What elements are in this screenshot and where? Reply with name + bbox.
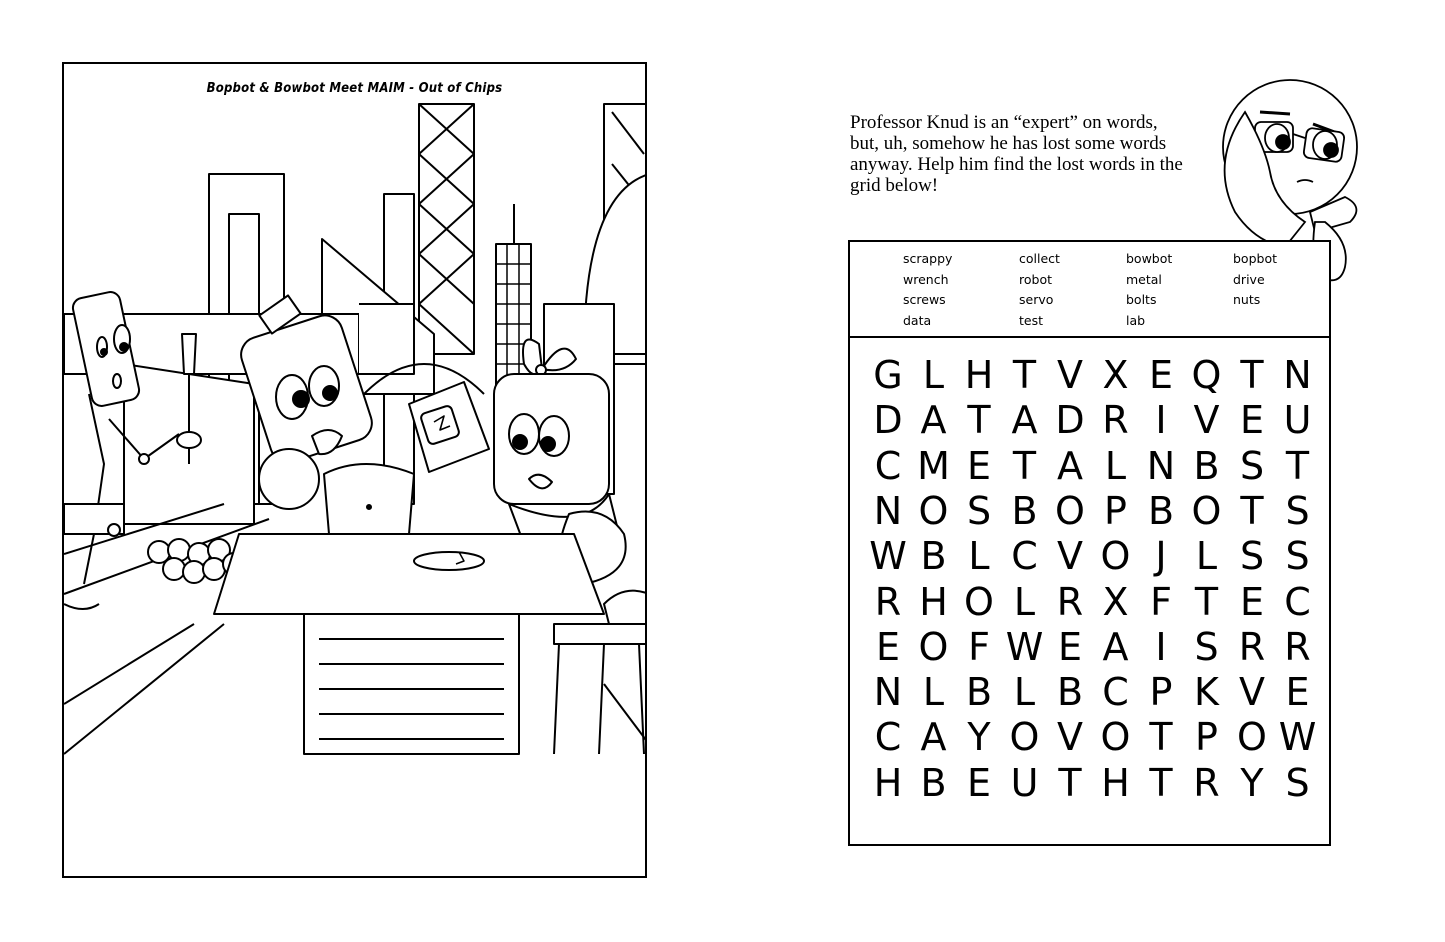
grid-letter[interactable]: Y — [1240, 760, 1264, 805]
word-search-puzzle — [848, 240, 1331, 846]
grid-letter[interactable]: T — [1149, 760, 1173, 805]
grid-letter[interactable]: B — [1056, 670, 1084, 715]
grid-letter[interactable]: C — [1284, 579, 1311, 624]
coloring-page-title: Bopbot & Bowbot Meet MAIM - Out of Chips — [206, 81, 503, 96]
grid-letter[interactable]: H — [919, 579, 948, 624]
word-list — [850, 242, 1329, 338]
grid-letter[interactable]: O — [1100, 534, 1131, 579]
grid-letter[interactable]: N — [873, 488, 903, 533]
grid-letter[interactable]: F — [1150, 579, 1172, 624]
grid-letter[interactable]: A — [920, 398, 947, 443]
grid-letter[interactable]: H — [873, 760, 903, 805]
grid-letter[interactable]: T — [1149, 715, 1173, 760]
grid-letter[interactable]: L — [922, 353, 945, 397]
grid-letter[interactable]: P — [1195, 715, 1218, 760]
grid-letter[interactable]: R — [1102, 398, 1129, 443]
grid-letter[interactable]: U — [1010, 760, 1039, 805]
grid-letter[interactable]: V — [1057, 353, 1083, 397]
grid-letter[interactable]: E — [1285, 670, 1310, 715]
grid-letter[interactable]: T — [1240, 488, 1264, 533]
letter-grid — [850, 340, 1329, 844]
grid-letter[interactable]: D — [1055, 398, 1085, 443]
grid-letter[interactable]: A — [920, 715, 947, 760]
grid-letter[interactable]: C — [1011, 534, 1038, 579]
grid-letter[interactable]: L — [1013, 670, 1036, 715]
grid-letter[interactable]: R — [1238, 624, 1266, 669]
grid-letter[interactable]: S — [1285, 534, 1310, 579]
grid-letter[interactable]: E — [1239, 579, 1264, 624]
grid-letter[interactable]: B — [1147, 488, 1175, 533]
word-list-item: bolts — [1126, 292, 1157, 307]
grid-letter[interactable]: V — [1193, 398, 1220, 443]
grid-letter[interactable]: N — [1283, 353, 1312, 397]
grid-letter[interactable]: A — [1057, 443, 1083, 488]
chair-illustration — [554, 591, 647, 754]
word-list-item: nuts — [1233, 292, 1261, 307]
grid-letter[interactable]: Y — [967, 715, 991, 760]
grid-letter[interactable]: E — [1057, 624, 1082, 669]
coloring-illustration — [64, 64, 647, 878]
table-illustration — [214, 534, 604, 754]
grid-letter[interactable]: V — [1239, 670, 1265, 715]
grid-letter[interactable]: A — [1102, 624, 1129, 669]
grid-letter[interactable]: E — [966, 760, 991, 805]
word-list-item: test — [1019, 313, 1044, 328]
grid-letter[interactable]: H — [1101, 760, 1130, 805]
grid-letter[interactable]: T — [1194, 579, 1219, 624]
grid-letter[interactable]: J — [1155, 534, 1167, 579]
grid-letter[interactable]: S — [966, 488, 992, 533]
grid-letter[interactable]: O — [1055, 488, 1085, 533]
grid-letter[interactable]: T — [1012, 443, 1037, 488]
grid-letter[interactable]: C — [1102, 670, 1129, 715]
grid-letter[interactable]: R — [874, 579, 902, 624]
grid-letter[interactable]: O — [1191, 488, 1222, 533]
grid-letter[interactable]: D — [873, 398, 903, 443]
grid-letter[interactable]: V — [1057, 534, 1083, 579]
grid-letter[interactable]: E — [1148, 353, 1173, 397]
grid-letter[interactable]: N — [1146, 443, 1176, 488]
word-list-item: wrench — [903, 272, 949, 287]
grid-letter[interactable]: M — [917, 443, 950, 488]
grid-letter[interactable]: F — [968, 624, 990, 669]
grid-letter[interactable]: O — [1100, 715, 1131, 760]
word-list-item: robot — [1019, 272, 1052, 287]
grid-letter[interactable]: T — [1058, 760, 1082, 805]
grid-letter[interactable]: K — [1194, 670, 1219, 715]
word-list-item: bopbot — [1233, 251, 1278, 266]
grid-letter[interactable]: P — [1104, 488, 1127, 533]
grid-letter[interactable]: T — [967, 398, 991, 443]
grid-letter[interactable]: R — [1056, 579, 1084, 624]
grid-letter[interactable]: S — [1285, 760, 1310, 805]
grid-letter[interactable]: S — [1239, 534, 1265, 579]
grid-letter[interactable]: B — [965, 670, 993, 715]
word-list-item: servo — [1019, 292, 1054, 307]
grid-letter[interactable]: L — [922, 670, 945, 715]
grid-letter[interactable]: O — [918, 624, 949, 669]
grid-letter[interactable]: S — [1194, 624, 1219, 669]
grid-letter[interactable]: U — [1283, 398, 1312, 443]
grid-letter[interactable]: S — [1239, 443, 1265, 488]
grid-letter[interactable]: G — [873, 353, 903, 397]
chip-bag-illustration — [409, 382, 489, 472]
grid-letter[interactable]: O — [964, 579, 994, 624]
word-list-item: lab — [1126, 313, 1146, 328]
grid-letter[interactable]: H — [964, 353, 994, 397]
grid-letter[interactable]: P — [1149, 670, 1173, 715]
grid-letter[interactable]: O — [1009, 715, 1040, 760]
grid-letter[interactable]: L — [1104, 443, 1127, 488]
grid-letter[interactable]: E — [966, 443, 991, 488]
grid-letter[interactable]: W — [1005, 624, 1044, 669]
grid-letter[interactable]: E — [875, 624, 900, 669]
word-list-item: data — [903, 313, 932, 328]
word-list-item: drive — [1233, 272, 1265, 287]
grid-letter[interactable]: B — [1011, 488, 1038, 533]
grid-letter[interactable]: B — [920, 534, 947, 579]
grid-letter[interactable]: L — [1195, 534, 1218, 579]
word-list-item: bowbot — [1126, 251, 1173, 266]
word-list-item: screws — [903, 292, 946, 307]
grid-letter[interactable]: I — [1155, 398, 1167, 443]
grid-letter[interactable]: X — [1102, 579, 1129, 624]
grid-letter[interactable]: B — [1193, 443, 1220, 488]
grid-letter[interactable]: X — [1102, 353, 1129, 397]
grid-letter[interactable]: T — [1012, 353, 1037, 397]
grid-letter[interactable]: V — [1057, 715, 1083, 760]
coloring-page — [62, 62, 647, 878]
grid-letter[interactable]: A — [1011, 398, 1038, 443]
word-list-item: scrappy — [903, 251, 953, 266]
grid-letter[interactable]: B — [920, 760, 947, 805]
grid-letter[interactable]: N — [873, 670, 903, 715]
grid-letter[interactable]: R — [1193, 760, 1220, 805]
grid-letter[interactable]: C — [874, 715, 902, 760]
grid-letter[interactable]: O — [1237, 715, 1267, 760]
grid-letter[interactable]: I — [1155, 624, 1167, 669]
intro-paragraph: Professor Knud is an “expert” on words, but, uh, somehow he has lost some words anyway. Help him find the lost words in the grid below! — [850, 112, 1183, 196]
grid-letter[interactable]: R — [1284, 624, 1311, 669]
grid-letter[interactable]: E — [1239, 398, 1264, 443]
word-list-item: metal — [1126, 272, 1162, 287]
grid-letter[interactable]: L — [1013, 579, 1036, 624]
grid-letter[interactable]: Q — [1191, 353, 1222, 397]
grid-letter[interactable]: O — [918, 488, 949, 533]
word-list-item: collect — [1019, 251, 1060, 266]
grid-letter[interactable]: L — [968, 534, 990, 579]
grid-letter[interactable]: S — [1285, 488, 1310, 533]
grid-letter[interactable]: T — [1285, 443, 1310, 488]
grid-letter[interactable]: C — [874, 443, 902, 488]
grid-letter[interactable]: T — [1240, 353, 1264, 397]
grid-letter[interactable]: W — [1278, 715, 1317, 760]
grid-letter[interactable]: W — [869, 534, 907, 579]
